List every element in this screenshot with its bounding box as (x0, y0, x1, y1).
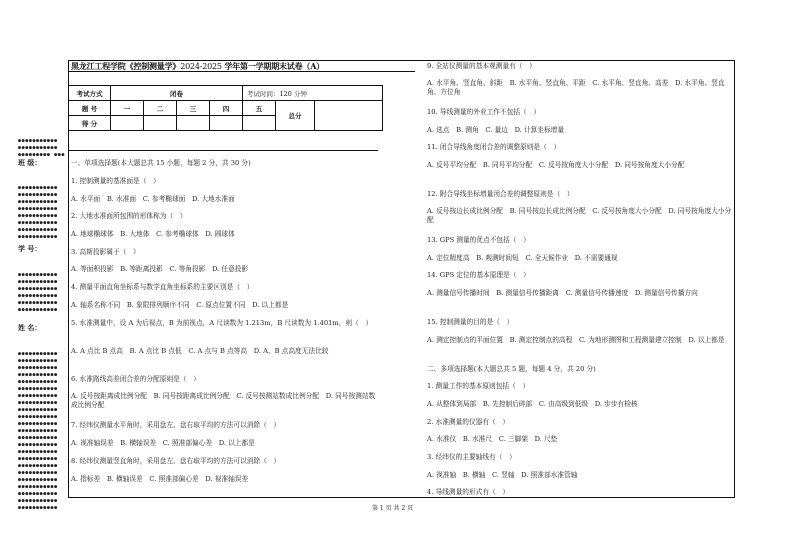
binding-dots: ●●●●●●●●●●● (18, 484, 58, 490)
question-text: 14. GPS 定位的基本原理是（ ） (427, 271, 530, 279)
binding-dots: ●●●●●●●●●●● (18, 145, 58, 151)
binding-dots: ●●●●●●●●●●● (18, 293, 58, 299)
column-header: 四 (210, 101, 243, 116)
student-id-label: 学 号： (18, 244, 42, 253)
title-year: 2024-2025 (180, 62, 222, 71)
column-header: 二 (144, 101, 177, 116)
binding-dots: ●●●●●●●●●●● (18, 393, 58, 399)
binding-dots: ●●●●●●●●●●● (18, 421, 58, 427)
question-no-label: 题 号 (69, 101, 111, 116)
score-cell (243, 116, 276, 131)
question-text: 13. GPS 测量的优点不包括（ ） (427, 236, 530, 244)
question-options: A. 视准轴误差 B. 横轴误差 C. 照准部偏心差 D. 以上都是 (71, 439, 255, 447)
binding-dots: ●●●●●●●●●●● (18, 199, 58, 205)
question-text: 12. 附合导线坐标增量闭合差的调整原则是（ ） (427, 190, 574, 198)
section-heading: 一、单项选择题(本大题总共 15 小题，每题 2 分，共 30 分) (71, 159, 251, 167)
question-text: 11. 闭合导线角度闭合差的调整原则是（ ） (427, 143, 561, 151)
binding-dots: ●●●●●●●●●●● (18, 227, 58, 233)
binding-dots: ●●●●●●●●●●● (18, 498, 58, 504)
binding-dots: ●●●●●●●●●●● (18, 491, 58, 497)
binding-dots: ●●●●●●●●●●● (18, 358, 58, 364)
question-options: A. 反号按边长成比例分配 B. 同号按边长成比例分配 C. 反号按角度大小分配 D. 同号按角度大小分配 (427, 207, 732, 224)
question-text: 2. 水准测量的仪器有（ ） (427, 418, 510, 426)
binding-dots: ●●●●●●●●●●● (18, 414, 58, 420)
binding-dots: ●●●●●●●●●●● (18, 400, 58, 406)
score-cell (210, 116, 243, 131)
class-label: 班 级： (18, 158, 42, 167)
binding-dots: ●●●●●●●●●●● (18, 470, 58, 476)
question-text: 5. 水准测量中，设 A 为后视点，B 为前视点，A 尺读数为 1.213m，B 尺读数为 1.401m，则（ ） (71, 319, 373, 327)
binding-dots: ●●●●●●●●●●● (18, 206, 58, 212)
score-table (68, 85, 383, 131)
question-options: A. 选点 B. 测角 C. 量边 D. 计算坐标增量 (427, 126, 565, 134)
exam-mode-label: 考试方式 (69, 86, 111, 101)
binding-dots: ●●●●●●●●●●● (18, 379, 58, 385)
binding-dots: ●●●●●●●●●●● (18, 442, 58, 448)
binding-dots: ●●●●●●●●●●● (18, 449, 58, 455)
binding-dots: ●●●●●●●●●●● (18, 428, 58, 434)
binding-dots: ●●●●●●●●●●● (18, 213, 58, 219)
question-text: 10. 导线测量的外业工作不包括（ ） (427, 108, 541, 116)
total-score-cell (315, 101, 383, 131)
question-options: A. 反号按距离成比例分配 B. 同号按距离成比例分配 C. 反号按测站数成比例分配 D. 同号按测站数成比例分配 (71, 392, 376, 409)
column-header: 五 (243, 101, 276, 116)
title-prefix: 黑龙江工程学院《控制测量学》 (71, 61, 181, 71)
score-cell (144, 116, 177, 131)
question-options: A. 从整体到局部 B. 先控制后碎部 C. 由高级到低级 D. 步步有检核 (427, 400, 638, 408)
question-options: A. 水准仪 B. 水准尺 C. 三脚架 D. 尺垫 (427, 435, 558, 443)
binding-dots: ●●●●●●●●●●● (18, 138, 58, 144)
question-text: 4. 测量平面直角坐标系与数学直角坐标系的主要区别是（ ） (71, 283, 254, 291)
binding-dots: ●●●●●●●●●●● (18, 407, 58, 413)
score-cell (111, 116, 144, 131)
question-options: A. 水平面 B. 水准面 C. 参考椭球面 D. 大地水准面 (71, 195, 235, 203)
column-header: 三 (177, 101, 210, 116)
column-header: 一 (111, 101, 144, 116)
section-heading: 二、多项选择题(本大题总共 5 题，每题 4 分，共 20 分) (427, 365, 596, 373)
binding-dots: ●●●●●●●●● ●●● (18, 152, 65, 158)
question-options: A. 等面积投影 B. 等距离投影 C. 等角投影 D. 任意投影 (71, 265, 249, 273)
binding-dots: ●●●●●●●●●●● (18, 192, 58, 198)
page-indicator: 第 1 页 共 2 页 (372, 505, 414, 512)
question-text: 7. 经纬仪测量水平角时，采用盘左、盘右取平均的方法可以消除（ ） (71, 421, 281, 429)
question-options: A. 水平角、竖直角、斜距 B. 水平角、竖直角、平距 C. 水平角、竖直角、高差 D. 水平角、竖直角、方位角 (427, 79, 725, 96)
binding-dots: ●●●●●●●●●●● (18, 286, 58, 292)
question-text: 3. 经纬仪的主要轴线有（ ） (427, 453, 516, 461)
binding-margin (8, 0, 68, 549)
binding-dots: ●●●●●●●●●●● (18, 386, 58, 392)
binding-dots: ●●●●●●●●●●● (18, 185, 58, 191)
score-cell (177, 116, 210, 131)
binding-dots: ●●●●●●●●●●● (18, 300, 58, 306)
question-options: A. 测定控制点的平面位置 B. 测定控制点的高程 C. 为地形测图和工程测量建立控制 D. 以上都是 (427, 336, 725, 344)
question-options: A. 定位精度高 B. 观测时间短 C. 全天候作业 D. 不需要通视 (427, 254, 618, 262)
question-options: A. 轴系名称不同 B. 象限排列顺序不同 C. 原点位置不同 D. 以上都是 (71, 301, 289, 309)
title-divider (68, 71, 415, 72)
exam-mode-value: 闭卷 (111, 86, 243, 101)
score-label: 得 分 (69, 116, 111, 131)
question-text: 2. 大地水准面所包围的形体称为（ ） (71, 212, 187, 220)
binding-dots: ●●●●●●●●●●● (18, 372, 58, 378)
question-options: A. A 点比 B 点高 B. A 点比 B 点低 C. A 点与 B 点等高 D. A、B 点高度无法比较 (71, 347, 329, 355)
binding-dots: ●●●●●●●●●●● (18, 307, 58, 313)
exam-time: 考试时间：120 分钟 (243, 86, 383, 101)
question-options: A. 视准轴 B. 横轴 C. 竖轴 D. 照准部水准管轴 (427, 471, 578, 479)
question-options: A. 测量信号传播时间 B. 测量信号传播距离 C. 测量信号传播速度 D. 测量信号传播方向 (427, 289, 698, 297)
binding-dots: ●●●●●●●●●●● (18, 477, 58, 483)
section-divider (68, 150, 378, 151)
name-label: 姓 名： (18, 323, 42, 332)
binding-dots: ●●●●●●●●●●● (18, 365, 58, 371)
question-text: 4. 导线测量的形式有（ ） (427, 488, 510, 496)
question-text: 1. 控制测量的基准面是（ ） (71, 177, 160, 185)
binding-dots: ●●●●●●●●●●● (18, 279, 58, 285)
question-text: 9. 全站仪测量的基本观测量有（ ） (427, 62, 536, 70)
binding-dots: ●●●●●●●●●●● (18, 456, 58, 462)
question-text: 3. 高斯投影属于（ ） (71, 248, 140, 256)
total-label: 总分 (276, 101, 315, 131)
binding-dots: ●●●●●●●●●●● (18, 351, 58, 357)
question-text: 8. 经纬仪测量竖直角时，采用盘左、盘右取平均的方法可以消除（ ） (71, 457, 281, 465)
question-text: 6. 水准路线高差闭合差的分配原则是（ ） (71, 375, 200, 383)
binding-dots: ●●●●●●●●●●● (18, 463, 58, 469)
question-text: 1. 测量工作的基本原则包括（ ） (427, 382, 530, 390)
title-suffix: 学年第一学期期末试卷（A） (221, 61, 325, 71)
question-options: A. 地球椭球体 B. 大地体 C. 参考椭球体 D. 圆球体 (71, 230, 235, 238)
binding-dots: ●●●●●●●●●●● (18, 220, 58, 226)
question-options: A. 指标差 B. 横轴误差 C. 照准部偏心差 D. 视准轴误差 (71, 475, 249, 483)
question-text: 15. 控制测量的目的是（ ） (427, 318, 514, 326)
binding-dots: ●●●●●●●●●●● (18, 272, 58, 278)
question-options: A. 反号平均分配 B. 同号平均分配 C. 反号按角度大小分配 D. 同号按角度大小分配 (427, 161, 685, 169)
binding-dots: ●●●●●●●●●●● (18, 435, 58, 441)
binding-dots: ●●●●●●●●●●● (18, 505, 58, 511)
binding-dots: ●●●●●●●●●●● (18, 234, 58, 240)
